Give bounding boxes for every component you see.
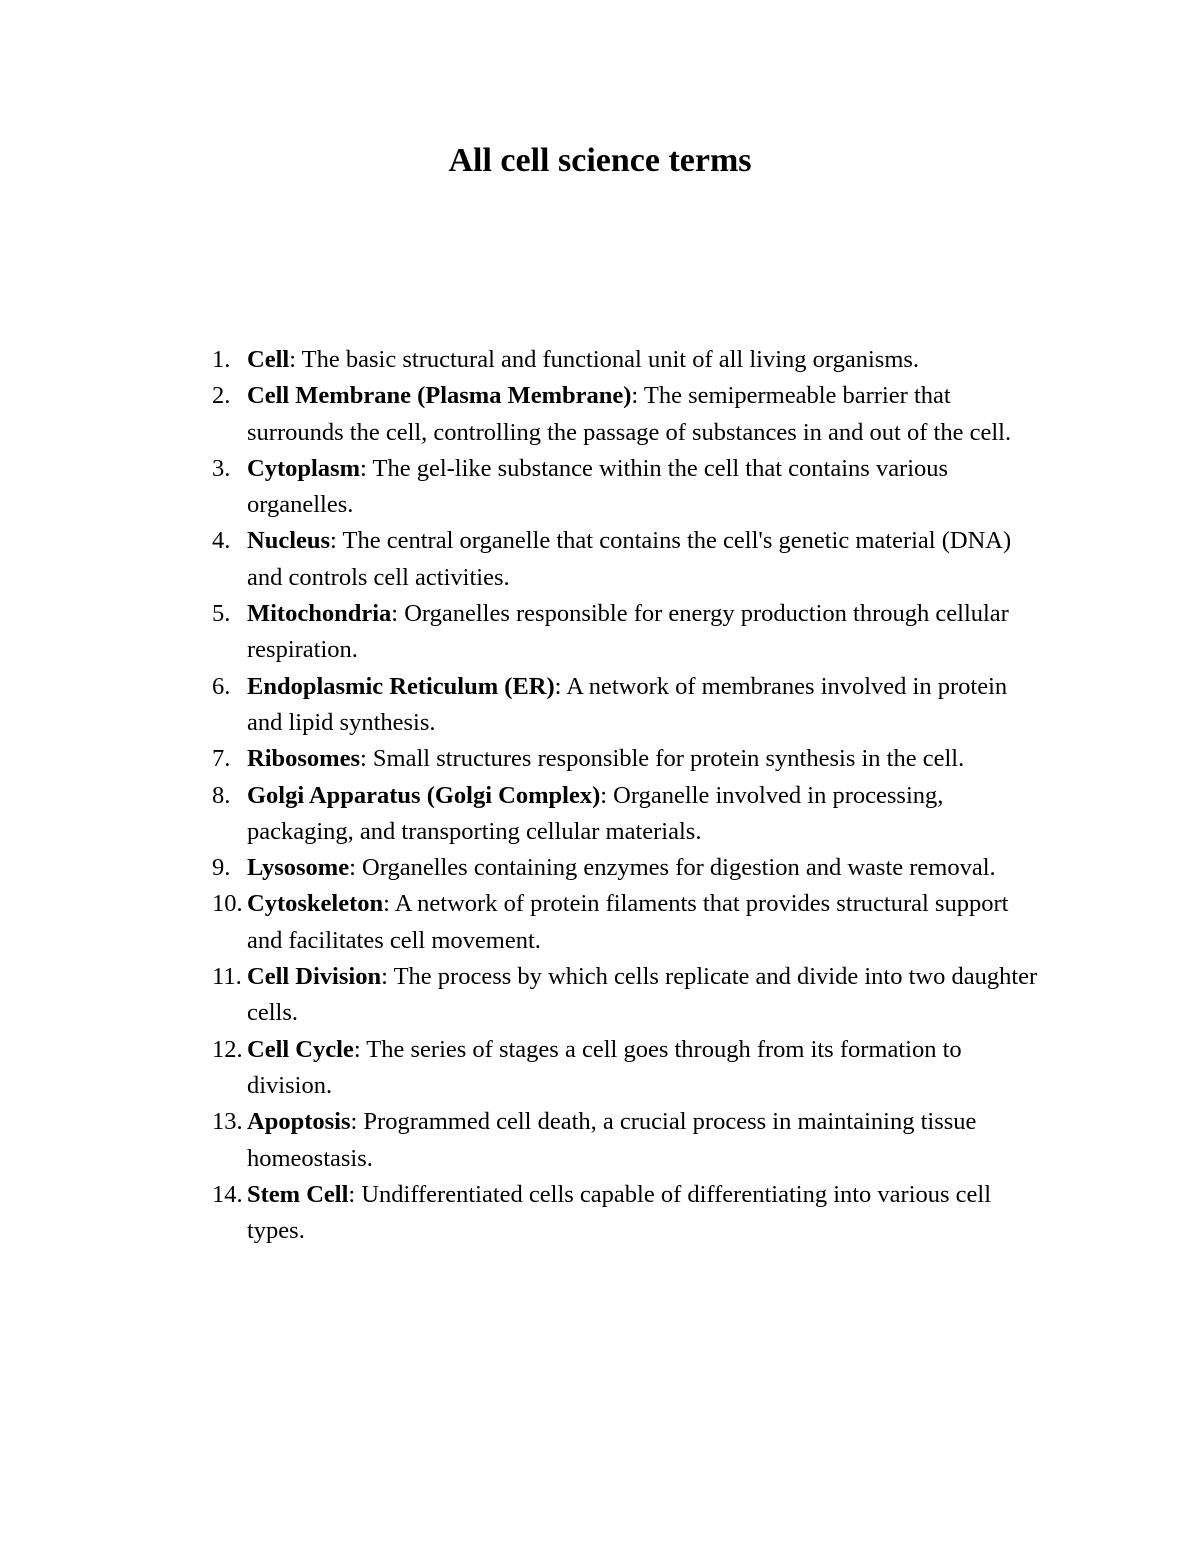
term-separator: : (631, 382, 639, 410)
term-separator: : (350, 1108, 358, 1136)
term-definition: Organelles responsible for energy production through cellular respiration. (247, 600, 1009, 664)
term-definition: Undifferentiated cells capable of differentiating into various cell types. (247, 1180, 992, 1245)
list-item (212, 778, 1042, 851)
term-separator: : (391, 600, 399, 628)
term-definition: Small structures responsible for protein synthesis in the cell. (366, 745, 965, 773)
term-separator: : (289, 346, 296, 373)
term-name: Mitochondria (247, 600, 392, 628)
list-item-number: 2. (212, 382, 231, 410)
list-item-number: 14. (212, 1180, 243, 1208)
term-definition: The gel-like substance within the cell that contains various organelles. (247, 454, 949, 519)
term-separator: : (600, 781, 608, 809)
term-name: Cell Cycle (247, 1035, 354, 1063)
list-item (212, 886, 1042, 959)
term-definition: A network of protein filaments that provides structural support and facilitates cell movement. (247, 890, 1009, 954)
term-separator: : (330, 527, 337, 555)
list-item-number: 3. (212, 454, 231, 482)
list-item-text (247, 959, 1042, 1032)
list-item (212, 850, 1042, 886)
list-item-number: 13. (212, 1108, 243, 1136)
term-name: Endoplasmic Reticulum (ER) (247, 672, 555, 700)
list-item-text (247, 523, 1042, 596)
term-definition: The basic structural and functional unit of all living organisms. (296, 346, 920, 373)
list-item-number: 12. (212, 1035, 243, 1063)
list-item-text (247, 1177, 1042, 1250)
list-item-text (247, 451, 1042, 524)
term-name: Cytoskeleton (247, 890, 384, 918)
list-item-number: 8. (212, 781, 231, 809)
term-definition: The semipermeable barrier that surrounds the cell, controlling the passage of substances in and out of the cell. (247, 382, 1012, 446)
term-name: Cell Membrane (Plasma Membrane) (247, 382, 632, 410)
term-definition: Organelle involved in processing, packaging, and transporting cellular materials. (247, 781, 944, 845)
list-item-text (247, 778, 1042, 851)
list-item-number: 6. (212, 672, 231, 700)
list-item (212, 378, 1042, 451)
list-item-text (247, 1104, 1042, 1177)
list-item (212, 741, 1042, 777)
page-title: All cell science terms (448, 142, 752, 179)
term-separator: : (349, 854, 356, 882)
list-item (212, 669, 1042, 742)
term-name: Nucleus (247, 527, 331, 555)
term-separator: : (554, 672, 562, 700)
list-item (212, 1177, 1042, 1250)
list-item (212, 1104, 1042, 1177)
term-separator: : (381, 963, 388, 991)
list-item-text (247, 342, 1042, 378)
list-item-number: 9. (212, 854, 231, 882)
list-item (212, 596, 1042, 669)
term-separator: : (383, 890, 390, 918)
term-separator: : (348, 1180, 356, 1208)
term-definition: A network of membranes involved in protein and lipid synthesis. (247, 672, 1008, 736)
list-item (212, 959, 1042, 1032)
list-item-number: 4. (212, 527, 231, 555)
list-item-number: 7. (212, 745, 231, 773)
list-item (212, 1032, 1042, 1105)
list-item-number: 1. (212, 346, 231, 373)
term-list (212, 342, 1042, 1249)
list-item-text (247, 850, 1042, 886)
term-name: Cell Division (247, 963, 382, 991)
list-item (212, 342, 1042, 378)
term-name: Cytoplasm (247, 454, 360, 482)
list-item-number: 5. (212, 600, 231, 628)
list-item-text (247, 378, 1042, 451)
term-name: Apoptosis (247, 1108, 351, 1136)
list-item-text (247, 1032, 1042, 1105)
list-item (212, 523, 1042, 596)
list-item-text (247, 596, 1042, 669)
list-item-number: 10. (212, 890, 243, 918)
term-definition: Organelles containing enzymes for digestion and waste removal. (355, 854, 996, 882)
list-item-number: 11. (212, 963, 242, 991)
term-name: Ribosomes (247, 745, 360, 773)
list-item-text (247, 741, 1042, 777)
term-definition: The central organelle that contains the cell's genetic material (DNA) and controls cell activities. (247, 527, 1012, 591)
term-name: Lysosome (247, 854, 350, 882)
term-definition: The series of stages a cell goes through from its formation to division. (247, 1035, 962, 1099)
list-item-text (247, 886, 1042, 959)
term-definition: Programmed cell death, a crucial process in maintaining tissue homeostasis. (247, 1108, 977, 1172)
term-name: Golgi Apparatus (Golgi Complex) (247, 781, 601, 809)
term-definition: The process by which cells replicate and divide into two daughter cells. (247, 963, 1038, 1027)
term-name: Stem Cell (247, 1180, 349, 1208)
term-separator: : (359, 454, 367, 482)
term-name: Cell (247, 346, 290, 373)
list-item (212, 451, 1042, 524)
list-item-text (247, 669, 1042, 742)
term-separator: : (359, 745, 367, 773)
term-separator: : (353, 1035, 361, 1063)
